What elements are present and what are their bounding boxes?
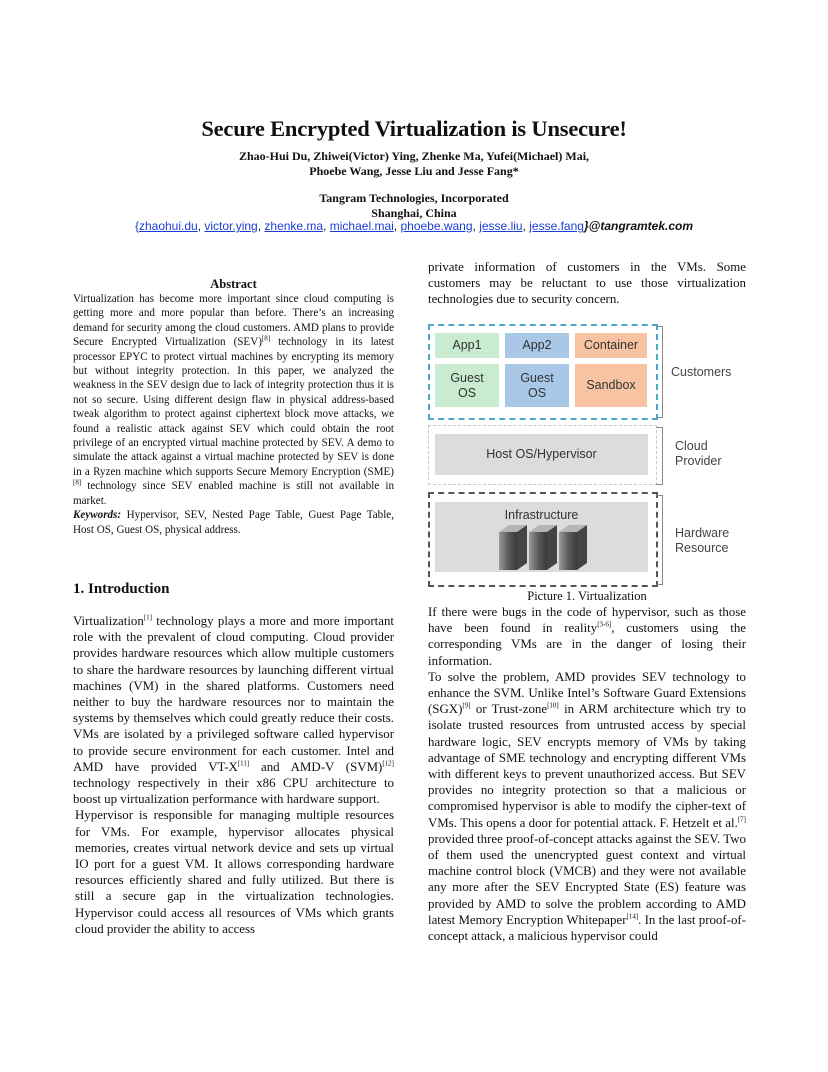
email-link[interactable]: zhaohui.du (138, 219, 198, 233)
abstract-heading: Abstract (210, 277, 257, 291)
email-domain: }@tangramtek.com (583, 219, 694, 233)
text-run: , customers using the corresponding VMs are in the danger of losing their information. (428, 621, 746, 668)
email-link[interactable]: jesse.liu (479, 219, 523, 233)
paragraph (428, 604, 746, 669)
container-box: Container (575, 333, 647, 358)
abstract-text-part: technology since SEV enabled machine is still not available in market. (73, 480, 394, 507)
text-run: To solve the problem, AMD provides SEV technology to enhance the SVM. Unlike Intel’s Software Guard Extensions (SGX) (428, 669, 746, 717)
author-list (0, 149, 828, 179)
host-hypervisor-box: Host OS/Hypervisor (435, 434, 648, 475)
location: Shanghai, China (371, 206, 457, 220)
introduction-body (73, 613, 394, 937)
sandbox-box: Sandbox (575, 364, 647, 407)
affiliation-block (0, 191, 828, 221)
email-line: {zhaohui.du, victor.ying, zhenke.ma, michael.mai, phoebe.wang, jesse.liu, jesse.fang}@tangramtek.com (134, 219, 694, 233)
email-link[interactable]: phoebe.wang (400, 219, 473, 233)
citation: [12] (382, 759, 394, 768)
text-run: in ARM architecture which try to isolate trusted resources from untrusted access by special hardware logic, SEV encrypts memory of VMs by taking advantage of SME technology and encrypting different VMs with different keys to prevent unauthorized access. But SEV provides no integrity protection so that a malicious or compromised hypervisor is able to modify the cipher-text of VMs. This opens a door for potential attack. F. Hetzelt et al. (428, 702, 746, 830)
email-link[interactable]: jesse.fang (529, 219, 584, 233)
text-run: . In the last proof-of-concept attack, a malicious hypervisor could (428, 912, 746, 944)
citation: [7] (737, 815, 746, 824)
email-link[interactable]: zhenke.ma (264, 219, 324, 233)
authors-line-1: Zhao-Hui Du, Zhiwei(Victor) Ying, Zhenke Ma, Yufei(Michael) Mai, (238, 149, 590, 163)
text-run: technology respectively in their x86 CPU architecture to boost up virtualization performance with hardware support. (73, 776, 394, 807)
text-run: provided three proof-of-concept attacks against the SEV. Two of them used the unencrypted guest context and virtual machine control block (VMCB) and they were not available any more after the SEV Encrypted State (ES) feature was provided by AMD to solve the problem according to AMD latest Memory Encryption Whitepaper (428, 831, 746, 927)
server-icon (559, 525, 587, 570)
text-run: and AMD-V (SVM) (249, 759, 383, 774)
text-run: If there were bugs in the code of hypervisor, such as those have been found in reality (428, 605, 746, 636)
virtualization-figure (425, 321, 770, 589)
authors-line-2: Phoebe Wang, Jesse Liu and Jesse Fang* (309, 164, 519, 178)
app1-box: App1 (435, 333, 499, 358)
email-brace-open: { (134, 219, 139, 233)
server-icon (529, 525, 557, 570)
citation: [9] (462, 701, 471, 710)
guest-os-box: Guest OS (435, 364, 499, 407)
infrastructure-box: Infrastructure (435, 502, 648, 572)
text-run: or Trust-zone (470, 702, 548, 717)
text-run: technology plays a more and more important role with the prevalent of cloud computing. Cloud provider provides hardware resources which allow multiple customers to share the hardware resources by launching different virtual machines (VM) in the shared platforms. Customers need neither to buy the hardware resources nor to maintain the systems by themselves which could greatly reduce their costs. VMs are isolated by a privileged software called hypervisor to provide secure environment for each customer. Intel and AMD have provided VT-X (73, 614, 394, 774)
cloud-brace (656, 427, 663, 485)
section-heading-introduction: 1. Introduction (73, 581, 170, 597)
abstract-body (73, 292, 394, 537)
right-column-top-text: private information of customers in the VMs. Some customers may be reluctant to use those virtualization technologies due to security concern. (428, 260, 746, 307)
paragraph (428, 669, 746, 944)
citation: [8] (261, 334, 271, 343)
keywords-list: Hypervisor, SEV, Nested Page Table, Guest Page Table, Host OS, Guest OS, physical address. (73, 509, 394, 536)
citation: [11] (237, 759, 250, 768)
keywords-label: Keywords: (73, 509, 122, 522)
server-rack-icon (497, 522, 607, 572)
cloud-provider-label: Cloud Provider (675, 439, 722, 468)
app2-box: App2 (505, 333, 569, 358)
citation: [3-6] (597, 620, 612, 629)
citation: [14] (626, 912, 639, 921)
affiliation: Tangram Technologies, Incorporated (319, 191, 509, 205)
customers-brace (656, 326, 663, 418)
text-run: Virtualization (73, 614, 144, 628)
hardware-brace (656, 495, 663, 585)
abstract-text (73, 292, 394, 508)
paragraph (73, 613, 394, 807)
keywords (73, 508, 394, 537)
server-icon (499, 525, 527, 570)
citation: [1] (143, 613, 152, 622)
customers-label: Customers (671, 365, 732, 379)
citation: [8] (73, 478, 82, 487)
figure-caption: Picture 1. Virtualization (527, 589, 647, 603)
abstract-text-part: technology in its latest processor EPYC to protect virtual machines by encrypting its memory but without integrity protection. In this paper, we analyzed the weakness in the SEV design due to lack of integrity protection thus it is not so secure. Using different design flaw in physical address-based tweak algorithm to protect against ciphertext block move attacks, we found a realistic attack against SEV which could obtain the root privilege of an encrypted virtual machine protected by SEV. A demo to simulate the attack against a virtual machine protected by SEV is done in a Ryzen machine which supports Secure Memory Encryption (SME) (73, 336, 394, 478)
paper-title: Secure Encrypted Virtualization is Unsecure! (201, 116, 627, 141)
abstract-text-part: Virtualization has become more important since cloud computing is getting more and more popular than before. There’s an increasing demand for security among the cloud customers. AMD plans to provide Secure Encrypted Virtualization (SEV) (73, 293, 394, 349)
citation: [10] (547, 701, 559, 710)
email-link[interactable]: michael.mai (329, 219, 394, 233)
email-link[interactable]: victor.ying (204, 219, 258, 233)
right-column-body (428, 604, 746, 944)
paragraph: Hypervisor is responsible for managing multiple resources for VMs. For example, hypervisor allocates physical memories, creates virtual network device and sets up virtual IO port for a guest VM. It allows corresponding hardware resources efficiently shared and fully utilized. But there is still a secure gap in the virtualization technologies. Hypervisor could access all resources of VMs which grants cloud provider the ability to access (75, 808, 394, 936)
hardware-resource-label: Hardware Resource (675, 526, 730, 555)
guest-os-box: Guest OS (505, 364, 569, 407)
